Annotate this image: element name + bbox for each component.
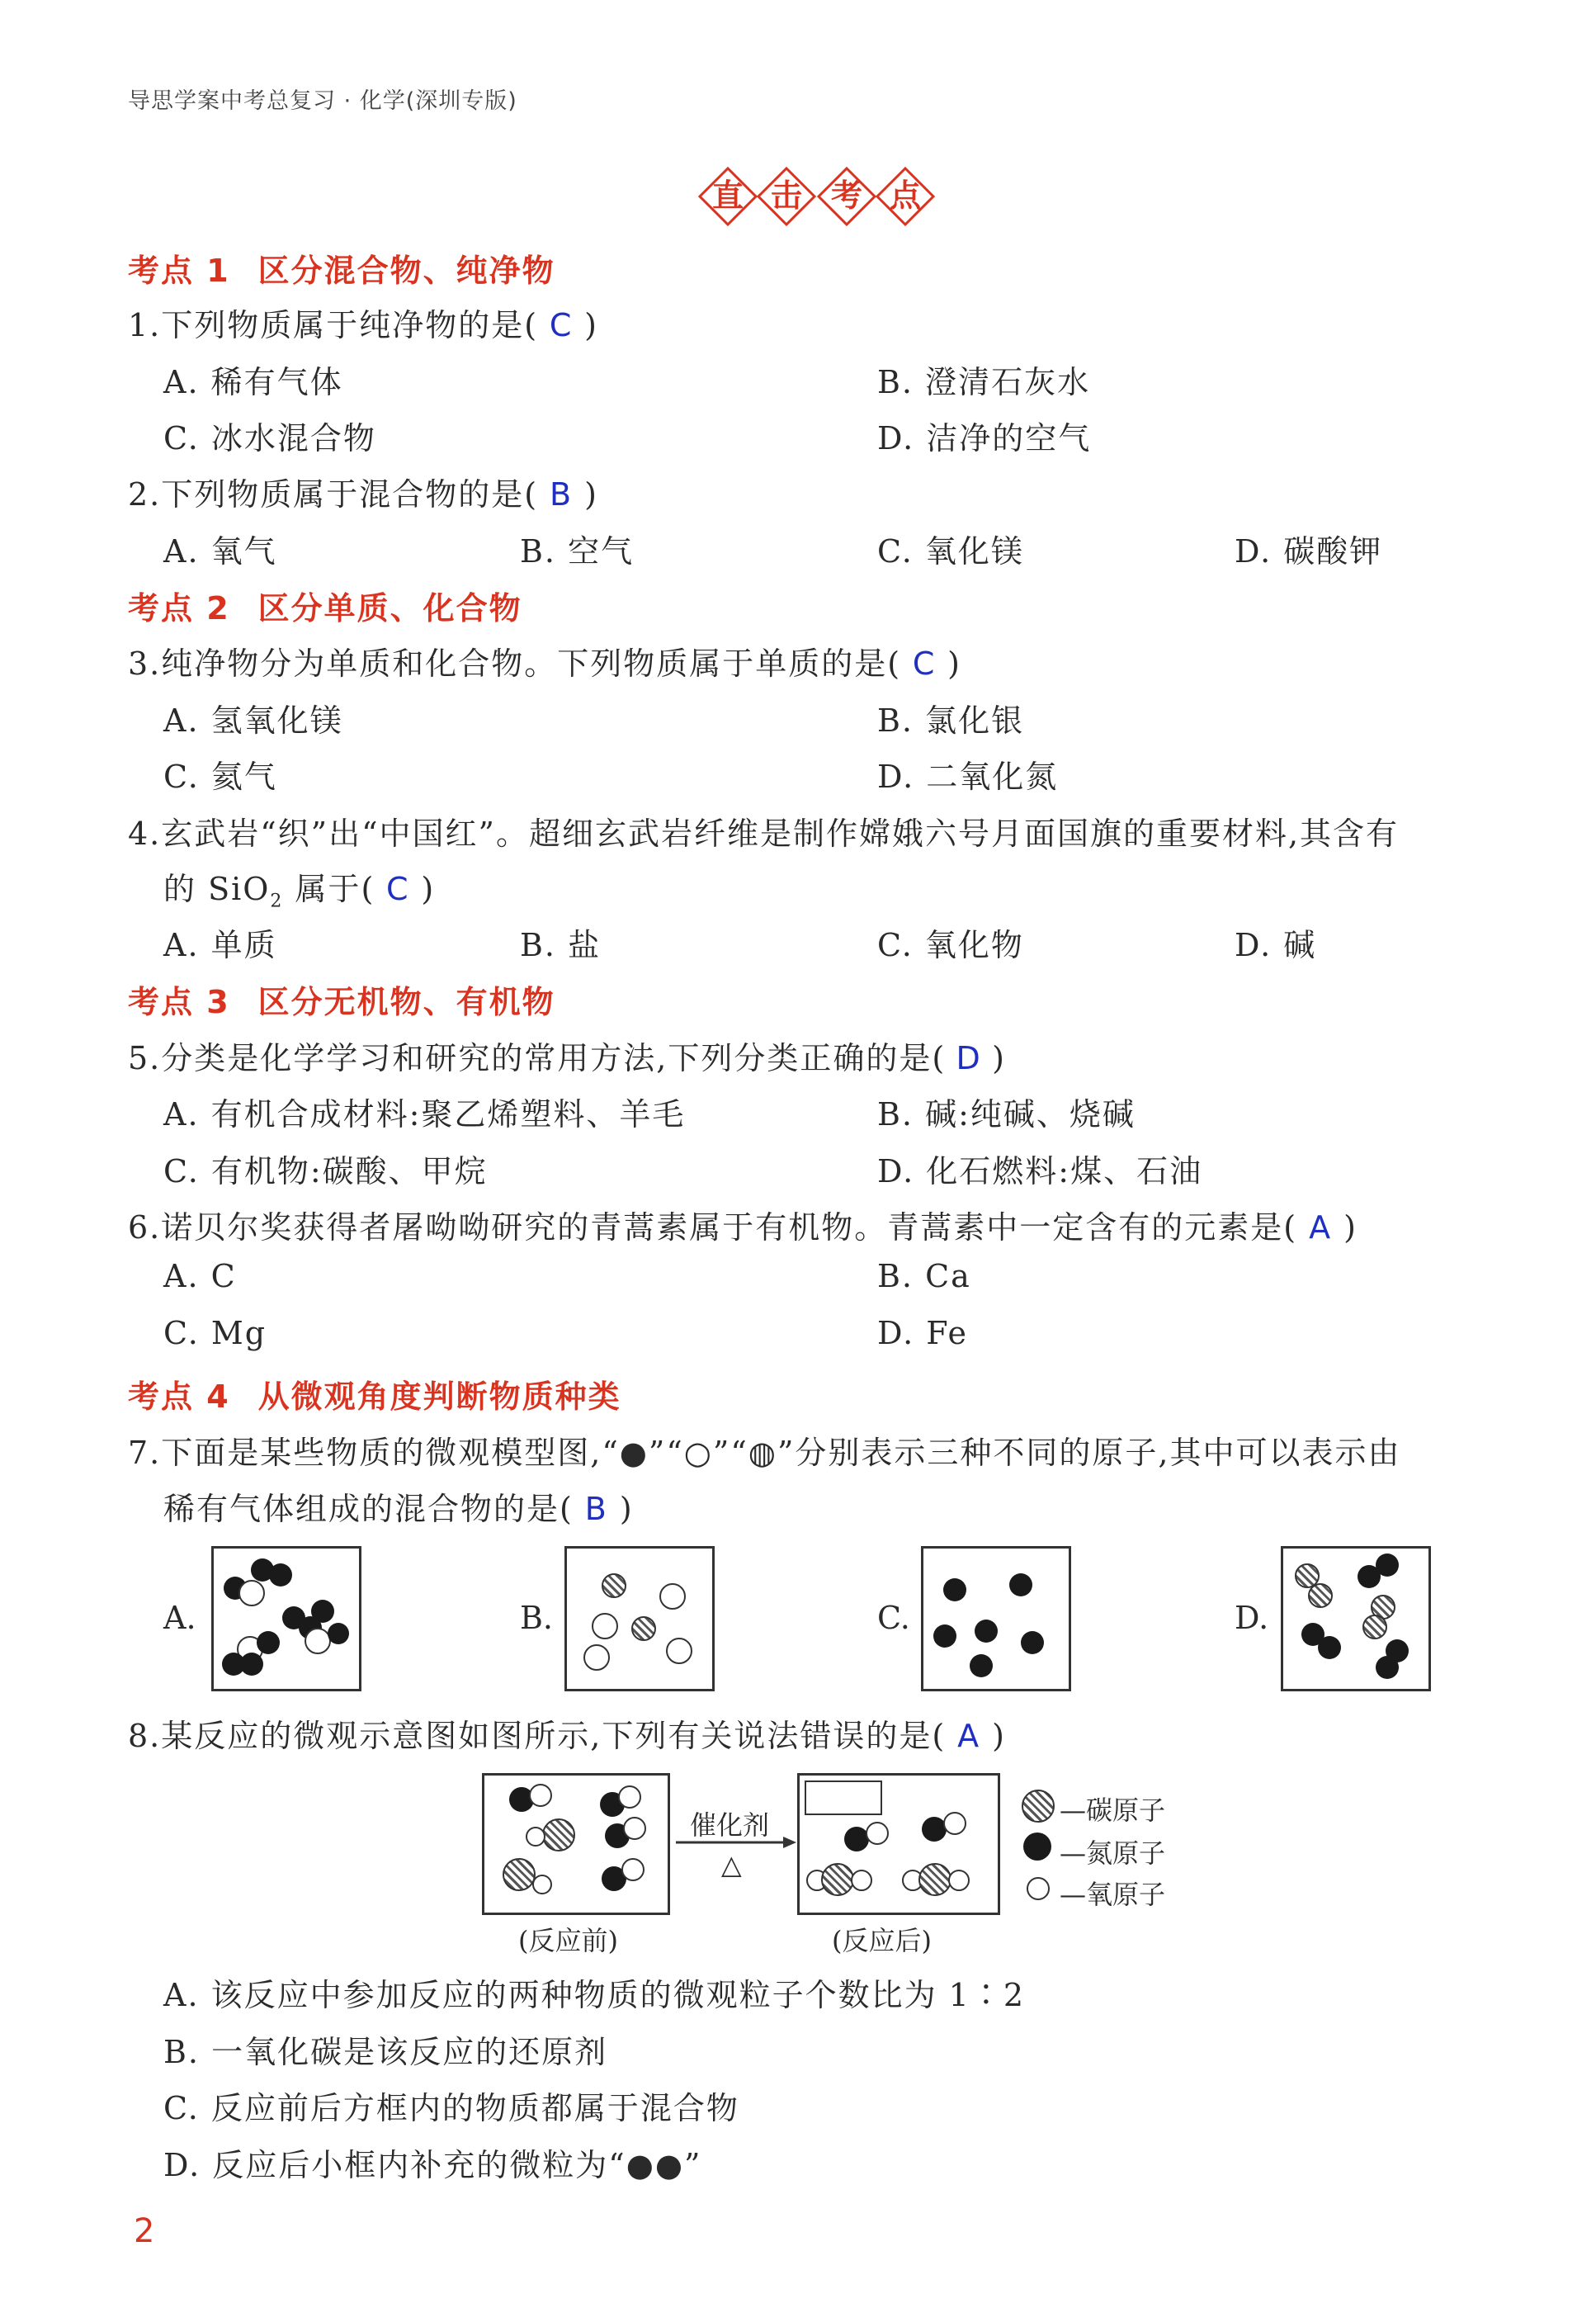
- option: D. Fe: [877, 1315, 969, 1351]
- reaction-before-box: [482, 1773, 670, 1915]
- answer: A: [957, 1718, 981, 1754]
- option: B. 一氧化碳是该反应的还原剂: [163, 2034, 608, 2070]
- option: D. 反应后小框内补充的微粒为“●●”: [163, 2147, 702, 2183]
- legend-oxygen: —氧原子: [1060, 1879, 1166, 1910]
- legend-carbon: —碳原子: [1060, 1795, 1166, 1826]
- question-5-stem: 5.分类是化学学习和研究的常用方法,下列分类正确的是( D ): [128, 1040, 1006, 1076]
- option: C. 氦气: [163, 759, 277, 795]
- option: D. 洁净的空气: [877, 420, 1092, 456]
- section-heading-2: 考点 2 区分单质、化合物: [128, 590, 522, 627]
- model-box-a: [211, 1546, 361, 1691]
- option: A. 氢氧化镁: [163, 702, 343, 739]
- option: B. 氯化银: [877, 702, 1025, 739]
- option: C. 反应前后方框内的物质都属于混合物: [163, 2090, 739, 2126]
- option: C. 有机物:碳酸、甲烷: [163, 1153, 488, 1189]
- question-4-stem: 4.玄武岩“织”出“中国红”。超细玄武岩纤维是制作嫦娥六号月面国旗的重要材料,其含有: [128, 816, 1400, 852]
- heat-symbol: △: [721, 1849, 742, 1880]
- answer: C: [549, 307, 574, 343]
- option-label: C.: [877, 1600, 910, 1636]
- reaction-arrow: [673, 1834, 796, 1851]
- option: A. 稀有气体: [163, 364, 343, 400]
- blank-small-box: [805, 1780, 882, 1815]
- option: B. Ca: [877, 1258, 971, 1294]
- option: B. 盐: [520, 927, 602, 963]
- section-banner: [697, 165, 937, 228]
- catalyst-label: 催化剂: [690, 1809, 770, 1841]
- model-box-d: [1281, 1546, 1431, 1691]
- question-3-stem: 3.纯净物分为单质和化合物。下列物质属于单质的是( C ): [128, 646, 961, 682]
- option-label: B.: [520, 1600, 554, 1636]
- banner-char: 点: [889, 177, 922, 214]
- oxygen-atom-legend-icon: [1027, 1877, 1050, 1900]
- option: D. 碱: [1235, 927, 1317, 963]
- option: C. Mg: [163, 1315, 267, 1351]
- question-1-stem: 1.下列物质属于纯净物的是( C ): [128, 307, 598, 343]
- running-header: 导思学案中考总复习 · 化学(深圳专版): [128, 88, 517, 114]
- model-box-c: [921, 1546, 1071, 1691]
- answer: A: [1309, 1209, 1333, 1246]
- section-heading-1: 考点 1 区分混合物、纯净物: [128, 253, 555, 289]
- caption-before: (反应前): [518, 1925, 618, 1956]
- reaction-after-box: [797, 1773, 1000, 1915]
- model-box-b: [564, 1546, 715, 1691]
- option: A. 氧气: [163, 533, 277, 570]
- option: D. 碳酸钾: [1235, 533, 1383, 570]
- option-label: A.: [163, 1600, 196, 1636]
- option: B. 空气: [520, 533, 635, 570]
- banner-char: 考: [830, 177, 863, 214]
- question-8-stem: 8.某反应的微观示意图如图所示,下列有关说法错误的是( A ): [128, 1718, 1006, 1754]
- option: A. 该反应中参加反应的两种物质的微观粒子个数比为 1∶2: [163, 1977, 1026, 2013]
- caption-after: (反应后): [832, 1925, 932, 1956]
- option: A. 单质: [163, 927, 277, 963]
- page-number: 2: [134, 2212, 155, 2250]
- nitrogen-atom-legend-icon: [1023, 1832, 1051, 1861]
- section-heading-4: 考点 4 从微观角度判断物质种类: [128, 1378, 621, 1415]
- banner-char: 直: [711, 177, 744, 214]
- option-label: D.: [1235, 1600, 1269, 1636]
- section-heading-3: 考点 3 区分无机物、有机物: [128, 984, 555, 1020]
- option: B. 澄清石灰水: [877, 364, 1091, 400]
- answer: B: [550, 476, 574, 513]
- answer: B: [584, 1491, 608, 1527]
- option: B. 碱:纯碱、烧碱: [877, 1096, 1136, 1133]
- option: A. 有机合成材料:聚乙烯塑料、羊毛: [163, 1096, 686, 1133]
- answer: D: [956, 1040, 982, 1076]
- question-2-stem: 2.下列物质属于混合物的是( B ): [128, 476, 598, 513]
- option: C. 氧化镁: [877, 533, 1024, 570]
- carbon-atom-legend-icon: [1022, 1790, 1055, 1823]
- legend-nitrogen: —氮原子: [1060, 1837, 1166, 1869]
- answer: C: [386, 871, 410, 907]
- option: C. 氧化物: [877, 927, 1024, 963]
- option: A. C: [163, 1258, 237, 1294]
- option: D. 二氧化氮: [877, 759, 1059, 795]
- question-7-stem-2: 稀有气体组成的混合物的是( B ): [163, 1491, 634, 1527]
- option: C. 冰水混合物: [163, 420, 376, 456]
- question-4-stem-2: 的 SiO$_2$ 属于( C ): [163, 871, 436, 912]
- question-7-stem: 7.下面是某些物质的微观模型图,“●”“○”“◍”分别表示三种不同的原子,其中可以表示由: [128, 1435, 1401, 1471]
- question-6-stem: 6.诺贝尔奖获得者屠呦呦研究的青蒿素属于有机物。青蒿素中一定含有的元素是( A ): [128, 1209, 1358, 1246]
- option: D. 化石燃料:煤、石油: [877, 1153, 1203, 1189]
- banner-char: 击: [770, 177, 803, 214]
- answer: C: [912, 646, 937, 682]
